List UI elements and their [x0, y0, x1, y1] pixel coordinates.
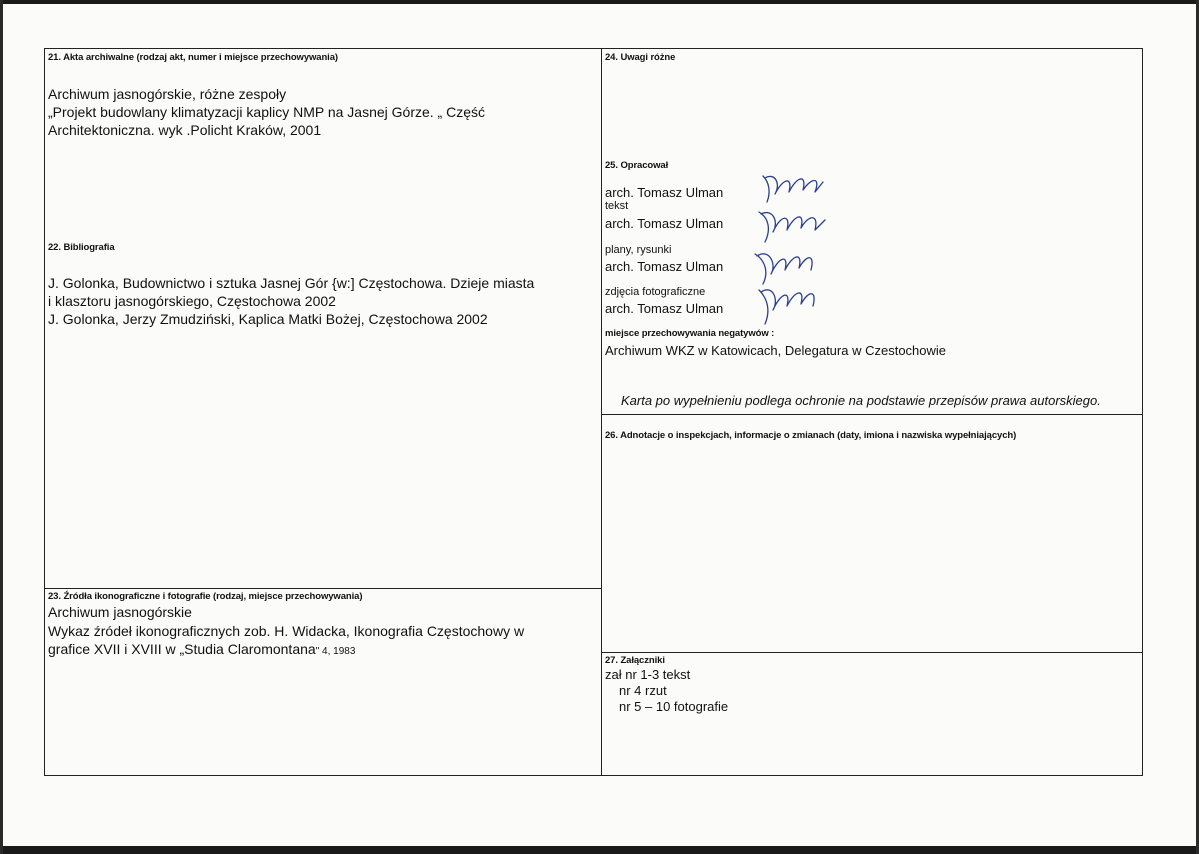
sec23-line3-main: grafice XVII i XVIII w „Studia Claromontana [48, 641, 316, 657]
sec25-author-4: arch. Tomasz Ulman [605, 301, 724, 316]
form-border-right [1142, 48, 1143, 776]
sec23-line2: Wykaz źródeł ikonograficznych zob. H. Widacka, Ikonografia Częstochowy w [48, 623, 525, 639]
sec27-line3: nr 5 – 10 fotografie [619, 699, 729, 714]
sec27-label: 27. Załączniki [605, 655, 665, 666]
signature-icon [745, 168, 835, 332]
divider-25-26 [601, 414, 1142, 415]
sec22-line3: J. Golonka, Jerzy Zmudziński, Kaplica Matki Bożej, Częstochowa 2002 [48, 311, 488, 327]
form-border-left [44, 48, 45, 776]
sec25-author-1: arch. Tomasz Ulman [605, 185, 724, 200]
sec25-role-text: tekst [605, 200, 629, 212]
sec22-line2: i klasztoru jasnogórskiego, Częstochowa 2002 [48, 293, 336, 309]
sec21-line3: Architektoniczna. wyk .Policht Kraków, 2001 [48, 122, 322, 138]
sec21-line1: Archiwum jasnogórskie, różne zespoły [48, 86, 287, 102]
sec21-label: 21. Akta archiwalne (rodzaj akt, numer i miejsce przechowywania) [48, 52, 338, 63]
sec22-label: 22. Bibliografia [48, 242, 115, 253]
scan-edge-bottom [0, 846, 1199, 854]
sec23-label: 23. Źródła ikonograficzne i fotografie (rodzaj, miejsce przechowywania) [48, 591, 363, 602]
sec25-label: 25. Opracował [605, 160, 669, 171]
sec21-line2: „Projekt budowlany klimatyzacji kaplicy NMP na Jasnej Górze. „ Część [48, 104, 486, 120]
sec26-label: 26. Adnotacje o inspekcjach, informacje o zmianach (daty, imiona i nazwiska wypełniających) [605, 430, 1017, 441]
scan-edge-top [0, 0, 1199, 4]
form-border-top [44, 48, 1143, 49]
sec27-line2: nr 4 rzut [619, 683, 667, 698]
column-divider [601, 48, 602, 776]
sec27-line1: zał nr 1-3 tekst [605, 667, 691, 682]
sec25-copyright-note: Karta po wypełnieniu podlega ochronie na podstawie przepisów prawa autorskiego. [621, 393, 1101, 408]
sec23-line3 [48, 641, 355, 660]
sec25-author-3: arch. Tomasz Ulman [605, 259, 724, 274]
sec25-role-photos: zdjęcia fotograficzne [605, 286, 706, 298]
sec25-author-2: arch. Tomasz Ulman [605, 216, 724, 231]
sec25-negatives-value: Archiwum WKZ w Katowicach, Delegatura w Czestochowie [605, 343, 947, 358]
divider-22-23 [44, 588, 601, 589]
scan-edge-left [0, 0, 3, 854]
sec25-role-plans: plany, rysunki [605, 244, 672, 256]
divider-26-27 [601, 652, 1142, 653]
sec25-negatives-label: miejsce przechowywania negatywów : [605, 328, 775, 339]
sec24-label: 24. Uwagi różne [605, 52, 676, 63]
sec22-line1: J. Golonka, Budownictwo i sztuka Jasnej Gór {w:] Częstochowa. Dzieje miasta [48, 275, 535, 291]
form-border-bottom [44, 775, 1143, 776]
sec23-line1: Archiwum jasnogórskie [48, 604, 192, 620]
sec23-line3-issue: " 4, 1983 [315, 646, 356, 657]
